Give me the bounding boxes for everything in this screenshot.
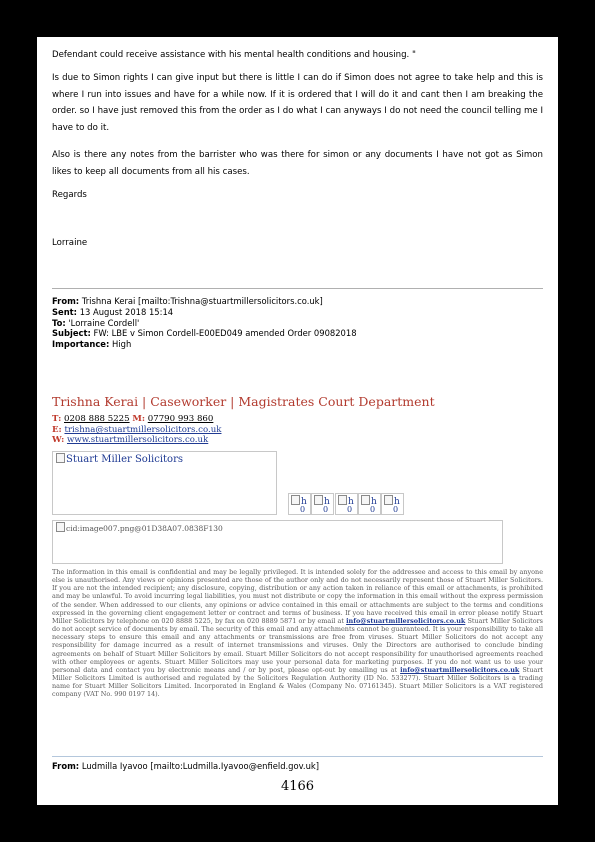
icon-alt-text-2: 0: [393, 505, 399, 514]
broken-image-icon: [384, 495, 393, 505]
broken-image-icon: [338, 495, 347, 505]
icon-alt-text-2: 0: [370, 505, 376, 514]
email-link[interactable]: trishna@stuartmillersolicitors.co.uk: [64, 425, 222, 435]
icon-alt-text-2: 0: [300, 505, 306, 514]
icon-alt-text: h: [348, 497, 354, 507]
to-value: 'Lorraine Cordell': [68, 317, 140, 328]
info-email-link-1[interactable]: info@stuartmillersolicitors.co.uk: [346, 616, 466, 625]
from-value: Trishna Kerai [mailto:Trishna@stuartmillersolicitors.co.uk]: [81, 296, 323, 306]
icon-alt-text: h: [394, 497, 400, 507]
icon-alt-text-2: 0: [323, 505, 329, 514]
disclaimer-text-3: Stuart Miller Solicitors Limited is authorised and regulated by the Solicitors Regulation Authority (ID No. 533277). Stuart Miller Solicitors is a trading name for Stuart Miller Solicitors Limited. Incorporated in England & Wales (Company No. 07161345). Stuart Miller Solicitors is a VAT registered company (VAT No. 990 0197 14).: [52, 665, 543, 699]
from-row: [52, 296, 357, 307]
importance-label: Importance:: [52, 339, 110, 350]
email-header: [52, 296, 357, 350]
banner-alt-text: cid:image007.png@01D38A07.0838F130: [66, 524, 223, 533]
phone-number[interactable]: 0208 888 5225: [64, 414, 130, 424]
signature-email-line: [52, 425, 221, 435]
email-label: E:: [52, 425, 62, 435]
banner-image: [52, 520, 503, 564]
to-row: [52, 318, 357, 329]
sent-value: 13 August 2018 15:14: [79, 306, 174, 317]
icon-alt-text: h: [371, 497, 377, 507]
subject-row: [52, 328, 357, 339]
email-disclaimer: [52, 568, 543, 699]
mobile-number[interactable]: 07790 993 860: [147, 414, 214, 424]
importance-value: High: [112, 339, 132, 350]
next-email-header: [52, 761, 319, 772]
social-icon-1[interactable]: [288, 493, 311, 515]
header-divider: [52, 288, 543, 289]
broken-image-icon: [56, 522, 65, 532]
from-label: From:: [52, 296, 80, 306]
sender-name: Lorraine: [52, 238, 88, 248]
broken-image-icon: [314, 495, 323, 505]
disclaimer-text-1: The information in this email is confidential and may be legally privileged. It is intended solely for the addressee and access to this email by anyone else is unauthorised. Any views or opinions presented are those of the author only and do not necessarily represent those of Stuart Miller Solicitors. If you are not the intended recipient; any disclosure, copying, distribution or any action taken in reliance of this email or attachments, is prohibited and may be unlawful. To avoid incurring legal liabilities, you must not distribute or copy the information in this email without the express permission of the sender. When addressed to our clients, any opinions or advice contained in this email or attachments are subject to the terms and conditions expressed in the governing client engagement letter or contract and terms of business. If you have received this email in error please notify Stuart Miller Solicitors by telephone on 020 8888 5225, by fax on 020 8889 5871 or by email at: [52, 568, 543, 625]
subject-label: Subject:: [52, 328, 91, 339]
icon-alt-text-2: 0: [347, 505, 353, 514]
next-from-value: Ludmilla Iyavoo [mailto:Ludmilla.Iyavoo@enfield.gov.uk]: [81, 761, 320, 771]
page-number: 4166: [280, 779, 315, 794]
document-page: [37, 37, 558, 805]
signature-phone-line: [52, 414, 213, 424]
broken-image-icon: [56, 453, 65, 463]
logo-alt-text: Stuart Miller Solicitors: [66, 454, 183, 465]
sent-label: Sent:: [52, 306, 78, 317]
body-paragraph-3: Also is there any notes from the barrister who was there for simon or any documents I have not got as Simon likes to keep all documents from all his cases.: [52, 150, 543, 177]
social-icon-5[interactable]: [381, 493, 404, 515]
body-paragraph-2: Is due to Simon rights I can give input but there is little I can do if Simon does not agree to take help and this is where I run into issues and have for a while now. If it is ordered that I will do it and cant then I am breaking the order. so I have just removed this from the order as I do what I can anyways I do not need the council telling me I have to do it.: [52, 73, 543, 133]
info-email-link-2[interactable]: info@stuartmillersolicitors.co.uk: [400, 665, 520, 674]
body-paragraph-1: Defendant could receive assistance with his mental health conditions and housing. ": [52, 50, 416, 60]
broken-image-icon: [291, 495, 300, 505]
icon-alt-text: h: [324, 497, 330, 507]
icon-alt-text: h: [301, 497, 307, 507]
disclaimer-text-2: Stuart Miller Solicitors do not accept service of documents by email. The security of this email and any attachments cannot be guaranteed. It is your responsibility to take all necessary steps to ensure this email and any attachments or transmissions are free from viruses. Stuart Miller Solicitors do not accept any responsibility for damage incurred as a result of internet transmissions and viruses. Only the Directors are authorised to conclude binding agreements on behalf of Stuart Miller Solicitors by email. Stuart Miller Solicitors do not accept responsibility for unauthorised agreements reached with other employees or agents. Stuart Miller Solicitors may use your personal data for marketing purposes. If you do not want us to use your personal data and contact you by electronic means and / or by post, please opt-out by emailing us at: [52, 616, 543, 674]
signature-title: Trishna Kerai | Caseworker | Magistrates Court Department: [52, 394, 435, 409]
importance-row: [52, 339, 357, 350]
signature-web-line: [52, 435, 208, 445]
phone-label: T:: [52, 414, 62, 424]
broken-image-icon: [361, 495, 370, 505]
social-icon-2[interactable]: [311, 493, 334, 515]
social-icon-3[interactable]: [335, 493, 358, 515]
web-label: W:: [52, 435, 65, 445]
subject-value: FW: LBE v Simon Cordell-E00ED049 amended Order 09082018: [93, 328, 357, 339]
mobile-label: M:: [132, 414, 146, 424]
next-header-divider: [52, 756, 543, 757]
to-label: To:: [52, 317, 66, 328]
company-logo-image: [52, 451, 277, 515]
social-icon-4[interactable]: [358, 493, 381, 515]
regards-text: Regards: [52, 190, 87, 200]
next-from-label: From:: [52, 761, 80, 771]
website-link[interactable]: www.stuartmillersolicitors.co.uk: [66, 435, 209, 445]
sent-row: [52, 307, 357, 318]
